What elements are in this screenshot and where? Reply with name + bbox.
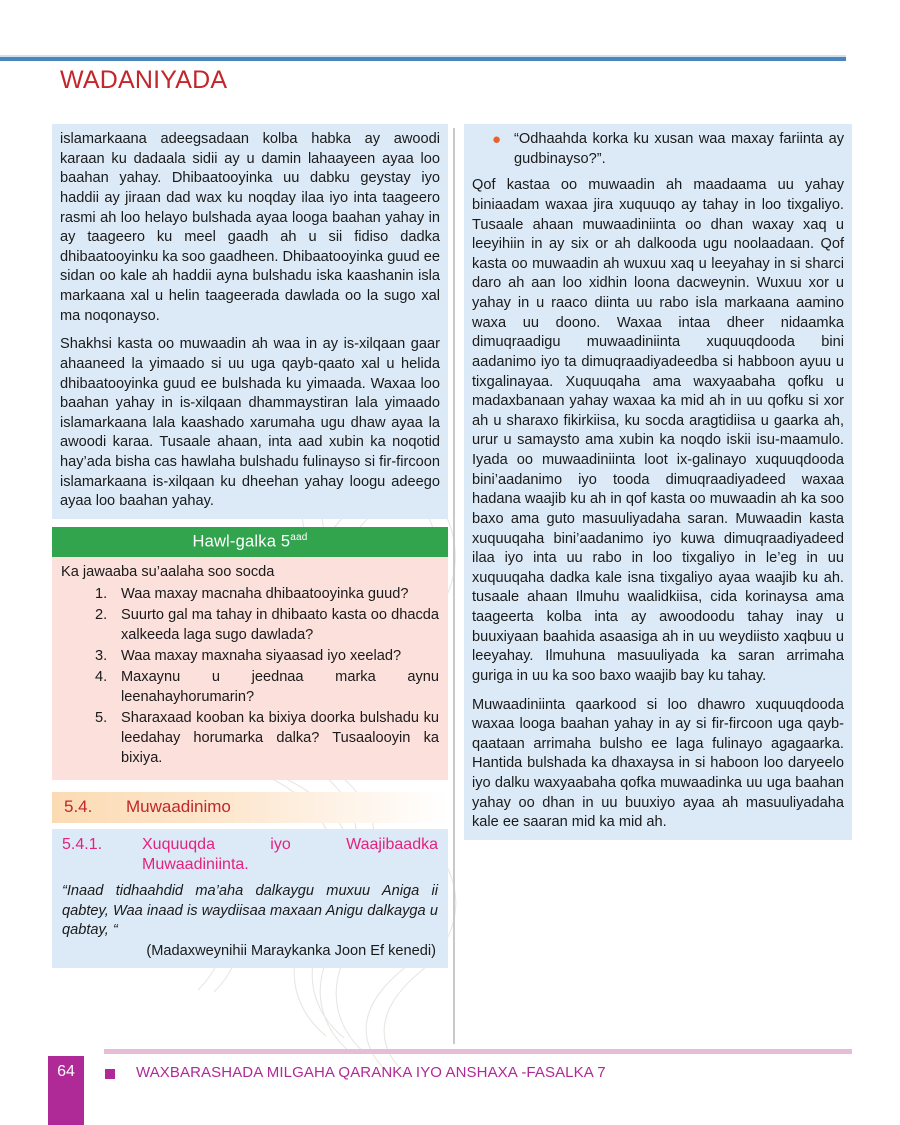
list-item: Waa maxay macnaha dhibaatooyinka guud? (121, 586, 409, 603)
footer-title: WAXBARASHADA MILGAHA QARANKA IYO ANSHAXA -FASALKA 7 (136, 1064, 606, 1081)
list-item: Sharaxaad kooban ka bixiya doorka bulshadu ku leedahay horumarka dalka? Tusaalooyin ka bixiya. (121, 710, 439, 767)
column-divider (453, 128, 455, 1044)
footer-rule (104, 1049, 852, 1054)
top-divider-rule (0, 57, 846, 61)
activity-header-ordinal: aad (290, 531, 308, 543)
paragraph: Qof kastaa oo muwaadin ah maadaama uu yahay biniaadam waxaa jira xuquuqo ay tahay in loo tixgaliyo. Tusaale ahaan muwaadiniinta oo dhan waxay xaq u leeyihiin in ay six or ah dalkooda ugu noolaadaan. Qof kasta oo muwaadin ah wuxuu xaq u leeyahay in si sharci daro ah aan loo xidhin loona dacweynin. Wuxuu xor u yahay in u raaco diinta uu rabo isla markaana aamino waxa uu doono. Waxaa intaa dheer nidaamka dimuqraadigu muwaadiniinta xuquuqdooda bini aadanimo iyo ta dimuqraadiyadeedba si habboon ayuu u tixgalinayaa. Xuquuqaha ama waxyaabaha qofku u madaxbanaan yahay waxaa ka mid ah in uu qofku si xor ah u sharaxo fikirkiisa, ku socda aragtidiisa u gaarka ah, urur u samaysto ama xubin ka noqdo iskii isu-maamulo. Iyada oo muwaadiniinta loot ix-galinayo xuquuqdooda bini’aadanimo iyo tooda dimuqraadiyadeed waxaa hadana waajib ku ah in qof kasta oo muwaadin ah ka soo baxo ama guto masuuliyadaha saran. Muwaadin kasta xuquuqaha bini’aadanimo iyo kuwa dimuqraadiyadeed ilaa iyo inta uu rabo in loo tixgaliyo in le’eg in uu xuquuqaha dadka kale isna tixgaliyo ayaa waajib ku ah. tusaale ahaan Ilmuhu waalidkiisa, cida korinaysa ama taageerta kolba inta ay awoodoodu tahay inay u buuxiyaan baahida asaasiga ah in uu weydiisto xaqbuu u leeyahay. Ilmuhuna masuuliyada ka saran arrimaha guriga in uu ka soo baxo waajib bay ku tahay. (472, 177, 844, 684)
right-body-text (464, 124, 852, 840)
activity-header-label: Hawl-galka 5 (192, 532, 291, 551)
activity-header (52, 527, 448, 558)
subsection-block (52, 829, 448, 968)
activity-body (52, 557, 448, 780)
bullet-item (472, 130, 844, 169)
activity-question-list (61, 585, 439, 769)
right-column (464, 124, 852, 840)
bullet-dot-icon: ● (492, 131, 502, 148)
left-column (52, 124, 448, 968)
page-title: WADANIYADA (60, 66, 228, 94)
quote-attribution: (Madaxweynihii Maraykanka Joon Ef kenedi) (146, 943, 436, 960)
section-number: 5.4. (64, 797, 93, 817)
quote-text: “Inaad tidhaahdid ma’aha dalkaygu muxuu Aniga ii qabtey, Waa inaad is waydiisaa maxaan Anigu dalkayga u qabtay, “ (62, 883, 438, 939)
subsection-number: 5.4.1. (62, 836, 103, 854)
page-number: 64 (57, 1063, 75, 1080)
activity-box (52, 527, 448, 780)
bullet-label: “Odhaahda korka ku xusan waa maxay fariinta ay gudbinayso?”. (514, 131, 844, 167)
footer-square-icon (105, 1069, 115, 1079)
subsection-heading (62, 835, 438, 875)
list-item: Suurto gal ma tahay in dhibaato kasta oo dhacda xalkeeda laga sugo dawlada? (121, 607, 439, 644)
activity-lead: Ka jawaaba su’aalaha soo socda (61, 564, 275, 581)
list-item: Maxaynu u jeednaa marka aynu leenahayhorumarin? (121, 669, 439, 706)
paragraph: islamarkaana adeegsadaan kolba habka ay awoodi karaan ku dadaala sidii ay u damin lahaayeen ayaa loo baahan yahay. Dhibaatooyinka uu dabku geystay iyo haddii ay jiraan dad wax ku noqday ilaa iyo inta taageero rasmi ah loo helayo bulshada ayaa looga baahan yahay in ay taageero ku meel gaadh ah u sii fidiso dadka dhibaatooyinku ka soo gaadheen. Dhibaatooyinka guud ee sidan oo kale ah haddii ayna bulshadu iska kaashanin isla markaana xal u helin taageerada dawlada oo la sugo xal ma noqonayso. (60, 131, 440, 324)
paragraph: Muwaadiniinta qaarkood si loo dhawro xuquuqdooda waxaa looga baahan yahay in ay si fir-fircoon uga qayb-qaataan arrimaha bulsho ee laga fulinayo agagaarka. Hantida bulshada ka dhaxaysa in si haboon loo daryeelo iyo dalku waxyaabaha qofka muwaadinka uu uga baahan yahay oo dhan in uu buuxiyo ayaa ah masuuliyadaha kale ee saaran mid ka mid ah. (472, 696, 844, 831)
list-item: Waa maxay maxnaha siyaasad iyo xeelad? (121, 648, 402, 665)
subsection-title: Xuquuqda iyo Waajibaadka Muwaadiniinta. (142, 836, 438, 874)
section-title: Muwaadinimo (126, 797, 231, 817)
left-body-text (52, 124, 448, 519)
paragraph: Shakhsi kasta oo muwaadin ah waa in ay is-xilqaan gaar ahaaneed la yimaado si uu uga qayb-qaato xal u helida dhibaatooyinka guud ee bulshada ku yimaada. Waxaa loo baahan yahay in is-xilqaan dhammaystiran lala yimaado islamarkaana lala kaashado xarumaha ugu dhaw ayaa la awoodi karaa. Tusaale ahaan, inta aad xubin ka noqotid hay’ada bisha cas hawlaha bulshadu fulinayso si fir-fircoon islamarkaana is-xilqaan ku dheehan yahay loogu adeego ayaa loo baahan yahay. (60, 336, 440, 510)
section-heading (52, 792, 448, 823)
